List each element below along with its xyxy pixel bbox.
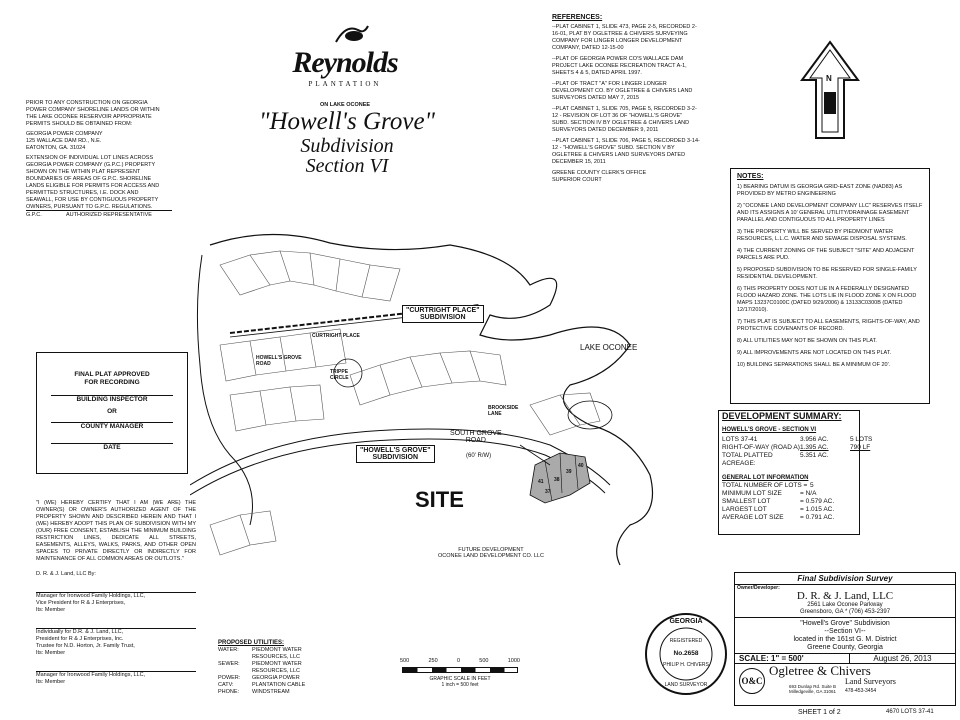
note-item: 3) THE PROPERTY WILL BE SERVED BY PIEDMONT WATER RESOURCES, L.L.C. WATER AND SEWAGE DISPOSAL SYSTEMS. xyxy=(737,229,907,242)
note-item: 6) THIS PROPERTY DOES NOT LIE IN A FEDERALLY DESIGNATED FLOOD HAZARD ZONE. THE LOTS LIE IN FLOOD ZONE X ON FLOOD MAPS 13237C0100C (DATED 9/29/2006) & 13133C0300B (DATED 12/17/2010). xyxy=(737,286,917,313)
note-item: 1) BEARING DATUM IS GEORGIA GRID-EAST ZONE (NAD83) AS PROVIDED BY METRO ENGINEERING xyxy=(737,184,903,197)
utility-provider: PLANTATION CABLE xyxy=(252,682,306,688)
heron-icon xyxy=(332,20,372,46)
titleblock-desc-2: --Section VI-- xyxy=(824,628,866,635)
approval-or: OR xyxy=(107,408,117,415)
seal-number: No.2658 xyxy=(673,650,699,657)
title-line3: Section VI xyxy=(305,155,389,177)
map-label-curtright-subdivision: "CURTRIGHT PLACE" SUBDIVISION xyxy=(402,305,484,323)
gp-paragraph-3: EXTENSION OF INDIVIDUAL LOT LINES ACROSS GEORGIA POWER COMPANY (G.P.C.) PROPERTY SHOWN ON THE WITHIN PLAT REPRESENT BOUNDARIES OF AREAS OF G.P.C. SHORELINE LANDS ELIGIBLE FOR PERMITS FOR ACCESS AND PERMITTED STRUCTURES, I.E. DOCK AND SEAWALL, FOR USE BY CONTIGUOUS PROPERTY OWNERS, PURSUANT TO G.P.C. REGULATIONS. xyxy=(26,155,160,210)
summary-row-label: RIGHT-OF-WAY (ROAD A) xyxy=(722,444,800,451)
references-heading: REFERENCES: xyxy=(552,14,603,21)
seal-name: PHILIP H. CHIVERS xyxy=(663,662,709,668)
proposed-utilities xyxy=(218,640,328,696)
map-label-lake-oconee: LAKE OCONEE xyxy=(580,343,638,352)
summary-row-extra: 790 LF xyxy=(850,444,871,451)
map-label-howells-grove-road: HOWELL'S GROVE ROAD xyxy=(256,355,302,367)
scale-tick: 0 xyxy=(456,658,460,664)
file-number: 4670 LOTS 37-41 xyxy=(886,709,934,715)
approval-title: FINAL PLAT APPROVED FOR RECORDING xyxy=(74,371,150,386)
signature-1: Manager for Ironwood Family Holdings, LLC, Vice President for R & J Enterprises, Its: Member xyxy=(36,593,146,613)
utility-provider: GEORGIA POWER xyxy=(252,675,300,681)
map-label-brookside-lane: BROOKSIDE LANE xyxy=(488,405,519,417)
titleblock-desc-4: Greene County, Georgia xyxy=(807,644,883,651)
scale-caption: GRAPHIC SCALE IN FEET 1 inch = 500 feet xyxy=(429,676,491,688)
firm-sub: Land Surveyors xyxy=(845,677,896,686)
logo-tagline: ON LAKE OCONEE xyxy=(319,102,371,108)
map-label-row: (60' R/W) xyxy=(466,453,492,459)
notes-box xyxy=(730,168,930,404)
vicinity-map xyxy=(190,225,710,580)
lot-label: 39 xyxy=(566,469,572,475)
lot-label: 38 xyxy=(554,477,560,483)
approval-building-inspector: BUILDING INSPECTOR xyxy=(76,396,148,403)
lot-info-label: AVERAGE LOT SIZE xyxy=(722,514,784,521)
reference-item: GREENE COUNTY CLERK'S OFFICE SUPERIOR COURT xyxy=(552,170,647,183)
summary-row-area: 1.395 AC. xyxy=(800,444,829,451)
lot-info-heading: GENERAL LOT INFORMATION xyxy=(722,475,809,481)
map-label-trippe-circle: TRIPPE CIRCLE xyxy=(330,369,349,381)
summary-row-label: TOTAL PLATTED ACREAGE: xyxy=(722,452,773,467)
scale-tick: 500 xyxy=(479,658,489,664)
utility-type: POWER: xyxy=(218,675,241,681)
seal-top: GEORGIA xyxy=(669,618,703,625)
seal-bottom: LAND SURVEYOR xyxy=(664,682,708,688)
titleblock-phone: Greensboro, GA * (706) 453-2397 xyxy=(735,609,955,618)
gp-signature-line xyxy=(26,210,172,211)
reference-item: --PLAT CABINET 1, SLIDE 473, PAGE 2-5, RECORDED 2-16-01, PLAT BY OGLETREE & CHIVERS SURVEYING COMPANY FOR LINGER LONGER DEVELOPMENT COMPANY, DATED 12-15-00 xyxy=(552,24,697,51)
lot-label: 37 xyxy=(545,489,551,495)
map-drawing xyxy=(190,225,710,580)
logo-sub: PLANTATION xyxy=(308,80,382,88)
map-label-howells-subdivision: "HOWELL'S GROVE" SUBDIVISION xyxy=(356,445,435,463)
firm-name: Ogletree & Chivers xyxy=(769,663,871,678)
scale-bar xyxy=(402,667,518,673)
summary-row-area: 5.351 AC. xyxy=(800,452,829,459)
title-name: "Howell's Grove" xyxy=(258,108,436,135)
certify-by: D. R. & J. Land, LLC By: xyxy=(36,571,96,577)
note-item: 8) ALL UTILITIES MAY NOT BE SHOWN ON THIS PLAT. xyxy=(737,338,877,344)
lot-label: 41 xyxy=(538,479,544,485)
titleblock-owner: D. R. & J. Land, LLC xyxy=(796,590,894,602)
lot-info-label: TOTAL NUMBER OF LOTS = xyxy=(722,482,808,489)
logo-brand: Reynolds xyxy=(292,46,398,79)
reference-item: --PLAT CABINET 1, SLIDE 705, PAGE 5, RECORDED 3-2-12 - REVISION OF LOT 36 OF "HOWELL'S GROVE" SUBD. SECTION IV BY OGLETREE & CHIVERS LAND SURVEYORS DATED DECEMBER 9, 2011 xyxy=(552,106,697,133)
utility-provider: WINDSTREAM xyxy=(252,689,290,695)
lot-info-label: MINIMUM LOT SIZE xyxy=(722,490,782,497)
certify-text: "I (WE) HEREBY CERTIFY THAT I AM (WE ARE) THE OWNER(S) OR OWNER'S AUTHORIZED AGENT OF THE PROPERTY SHOWN AND DESCRIBED HEREIN AND THAT I (WE) HEREBY ADOPT THIS PLAN OF SUBDIVISION WITH MY (OUR) FREE CONSENT, ESTABLISH THE MINIMUM BUILDING RESTRICTION LINES, DEDICATE ALL STREETS, EASEMENTS, ALLEYS, WALKS, PARKS, AND OTHER OPEN SPACES TO PRIVATE DIRECTLY OR INDIRECTLY FOR MAINTENANCE OF ALL COMMON AREAS OR OUTLOTS." xyxy=(36,500,196,562)
map-label-curtright-place-road: CURTRIGHT PLACE xyxy=(312,333,360,339)
summary-row-label: LOTS 37-41 xyxy=(722,436,758,443)
sheet-number: SHEET 1 of 2 xyxy=(798,709,841,716)
north-label: N xyxy=(826,74,832,83)
graphic-scale xyxy=(400,658,520,698)
utility-provider: PIEDMONT WATER RESOURCES, LLC xyxy=(252,647,302,660)
approval-box xyxy=(36,352,188,474)
summary-row-extra: 5 LOTS xyxy=(850,436,873,443)
summary-section: HOWELL'S GROVE - SECTION VI xyxy=(722,427,817,433)
utility-type: SEWER: xyxy=(218,661,240,667)
titleblock-desc-3: located in the 161st G. M. District xyxy=(793,636,897,643)
scale-tick: 1000 xyxy=(507,658,520,664)
lot-info-value: = N/A xyxy=(800,490,817,497)
lot-info-value: 5 xyxy=(810,482,814,489)
summary-heading: DEVELOPMENT SUMMARY: xyxy=(722,411,842,421)
map-label-south-grove-road: SOUTH GROVE ROAD xyxy=(450,430,502,444)
approval-county-manager: COUNTY MANAGER xyxy=(80,423,144,430)
utility-type: CATV: xyxy=(218,682,234,688)
map-label-future-development: FUTURE DEVELOPMENT OCONEE LAND DEVELOPMENT CO. LLC xyxy=(438,547,544,559)
reference-item: --PLAT CABINET 1, SLIDE 706, PAGE 5, RECORDED 3-14-12 - "HOWELL'S GROVE" SUBD. SECTION V BY OGLETREE & CHIVERS LAND SURVEYORS DATED DECEMBER 15, 2011 xyxy=(552,138,700,165)
page-title xyxy=(222,108,472,176)
utility-type: PHONE: xyxy=(218,689,240,695)
titleblock-desc-1: "Howell's Grove" Subdivision xyxy=(800,620,890,627)
firm-phone: 478-453-3454 xyxy=(845,688,877,694)
utility-type: WATER: xyxy=(218,647,239,653)
note-item: 4) THE CURRENT ZONING OF THE SUBJECT "SITE" AND ADJACENT PARCELS ARE PUD. xyxy=(737,248,915,261)
lot-info-label: LARGEST LOT xyxy=(722,506,767,513)
approval-date: DATE xyxy=(103,444,121,451)
utilities-heading: PROPOSED UTILITIES: xyxy=(218,640,285,646)
note-item: 5) PROPOSED SUBDIVISION TO BE RESERVED FOR SINGLE-FAMILY RESIDENTIAL DEVELOPMENT. xyxy=(737,267,917,280)
scale-tick: 500 xyxy=(400,658,410,664)
titleblock-owner-label: Owner/Developer: xyxy=(737,585,780,591)
titleblock-date: August 26, 2013 xyxy=(873,654,932,663)
gp-sig-right: AUTHORIZED REPRESENTATIVE xyxy=(66,212,152,218)
lot-info-value: = 0.791 AC. xyxy=(800,514,835,521)
firm-logo: O&C xyxy=(739,668,765,694)
map-label-site: SITE xyxy=(415,487,464,512)
summary-row-area: 3.956 AC. xyxy=(800,436,829,443)
note-item: 10) BUILDING SEPARATIONS SHALL BE A MINIMUM OF 20'. xyxy=(737,362,891,368)
titleblock-scale: SCALE: 1" = 500' xyxy=(735,654,850,663)
references xyxy=(552,14,700,184)
lot-info-label: SMALLEST LOT xyxy=(722,498,771,505)
north-arrow xyxy=(800,40,860,140)
title-block xyxy=(734,572,956,706)
georgia-power-note xyxy=(26,100,162,211)
note-item: 9) ALL IMPROVEMENTS ARE NOT LOCATED ON THIS PLAT. xyxy=(737,350,892,356)
lot-info-value: = 0.579 AC. xyxy=(800,498,835,505)
north-arrow-icon xyxy=(800,40,860,140)
seal-mid: REGISTERED xyxy=(669,638,703,644)
reference-item: --PLAT OF TRACT "A" FOR LINGER LONGER DEVELOPMENT CO. BY OGLETREE & CHIVERS LAND SURVEYORS DATED MAY 7, 2015 xyxy=(552,81,693,101)
gp-sig-left: G.P.C. xyxy=(26,212,42,218)
note-item: 7) THIS PLAT IS SUBJECT TO ALL EASEMENTS, RIGHTS-OF-WAY, AND PROTECTIVE COVENANTS OF RECORD. xyxy=(737,319,920,332)
titleblock-heading: Final Subdivision Survey xyxy=(735,573,955,585)
reynolds-logo xyxy=(270,20,420,110)
utility-provider: PIEDMONT WATER RESOURCES, LLC xyxy=(252,661,302,674)
reference-item: --PLAT OF GEORGIA POWER CO'S WALLACE DAM PROJECT LAKE OCONEE RECREATION TRACT A-1, SHEETS 4 & 5, DATED APRIL 1997. xyxy=(552,56,687,76)
title-line2: Subdivision xyxy=(300,135,394,157)
note-item: 2) "OCONEE LAND DEVELOPMENT COMPANY LLC" RESERVES ITSELF AND ITS ASSIGNS A 10' GENERAL UTILITY/DRAINAGE EASEMENT PARALLEL AND CONTIGUOUS TO ALL PROPERTY LINES xyxy=(737,203,923,223)
notes-heading: NOTES: xyxy=(737,173,764,180)
signature-2: Individually for D.R. & J. Land, LLC, President for R & J Enterprises, Inc. Trustee for N.D. Horton, Jr. Family Trust, Its: Member xyxy=(36,629,135,656)
lot-label: 40 xyxy=(578,463,584,469)
gp-paragraph-2: GEORGIA POWER COMPANY 125 WALLACE DAM RD., N.E. EATONTON, GA. 31024 xyxy=(26,131,103,151)
scale-tick: 250 xyxy=(428,658,438,664)
surveyor-seal xyxy=(644,612,728,696)
gp-paragraph-1: PRIOR TO ANY CONSTRUCTION ON GEORGIA POWER COMPANY SHORELINE LANDS OR WITHIN THE LAKE OCONEE RESERVOIR APPROPRIATE PERMITS SHOULD BE OBTAINED FROM: xyxy=(26,100,160,127)
firm-address: 693 Dunlap Rd. Suite B Milledgeville, GA 31061 xyxy=(789,684,837,694)
lot-info-value: = 1.015 AC. xyxy=(800,506,835,513)
titleblock-address: 2561 Lake Oconee Parkway xyxy=(807,602,883,608)
signature-3: Manager for Ironwood Family Holdings, LLC, Its: Member xyxy=(36,672,146,685)
development-summary-content xyxy=(722,412,892,522)
owner-certification xyxy=(36,500,196,686)
